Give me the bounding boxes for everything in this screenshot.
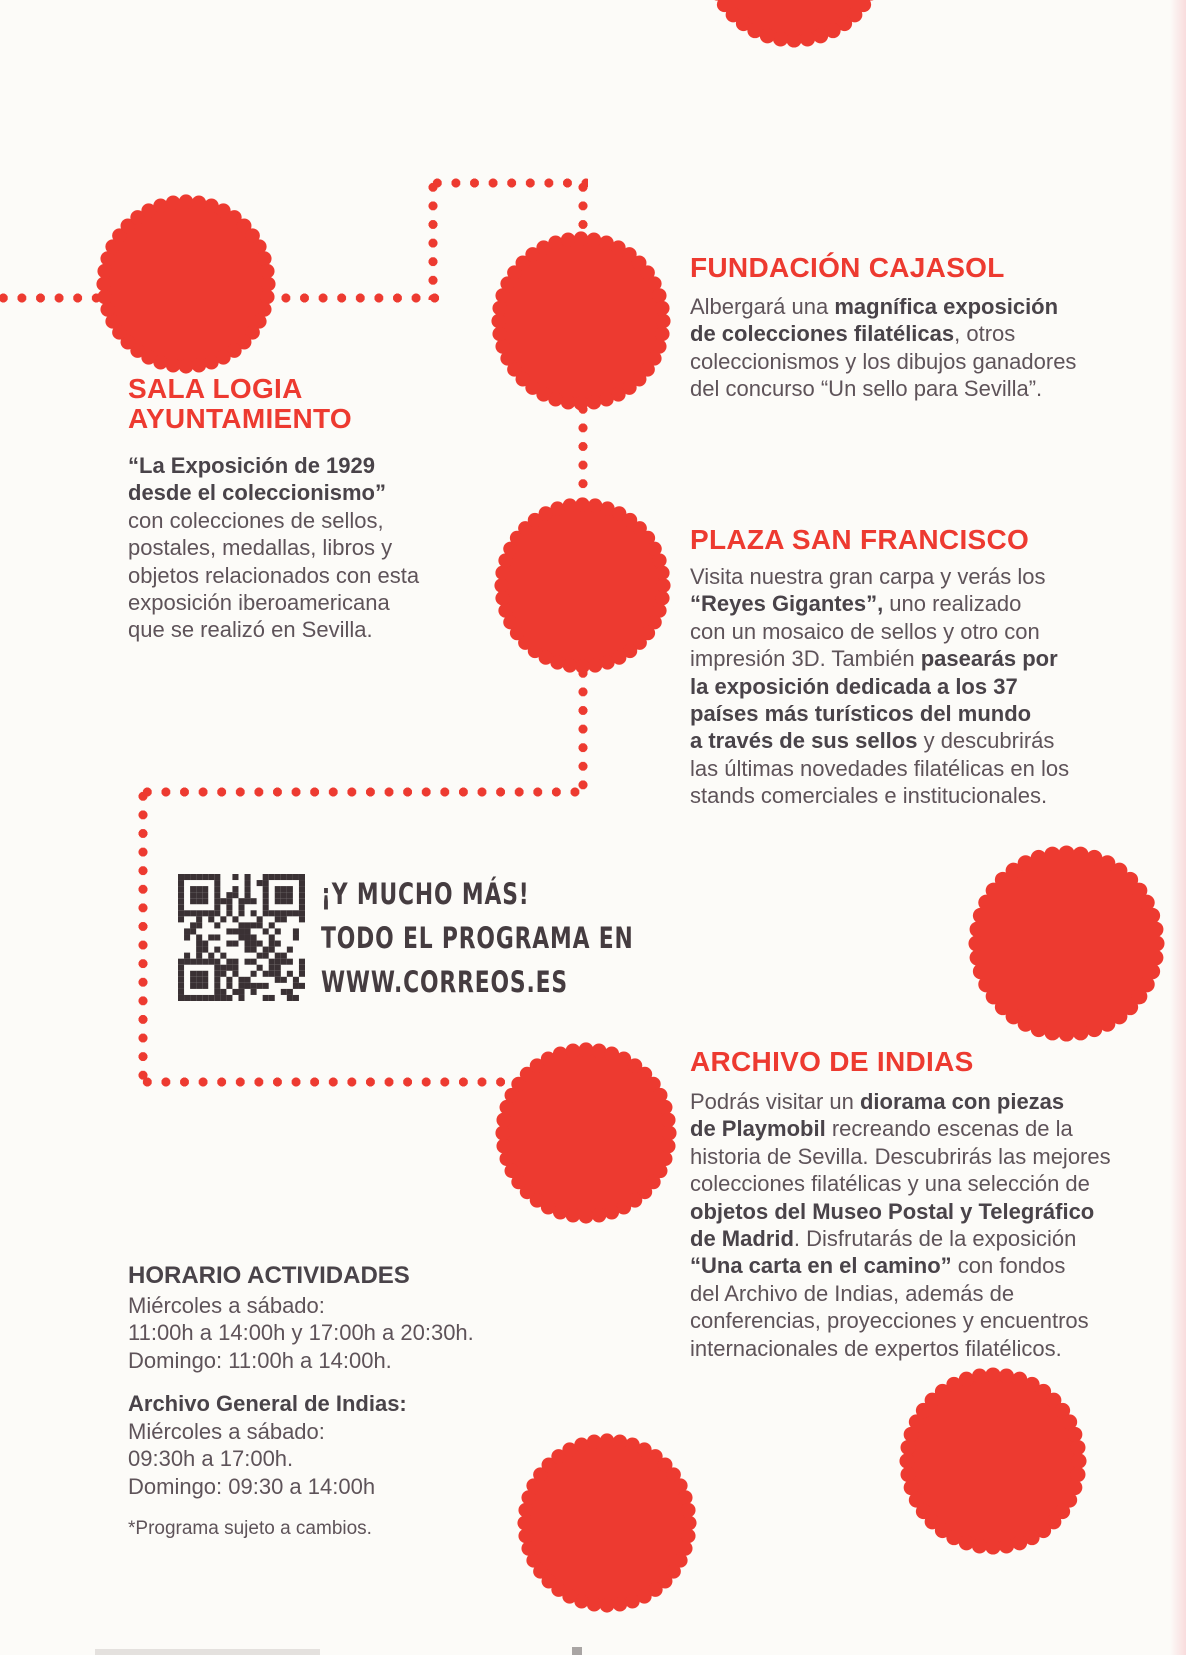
- dotted-path-segment: [428, 178, 588, 188]
- section-body-fundacion-cajasol: Albergará una magnífica exposición de colecciones filatélicas, otros coleccionismos y los dibujos ganadores del concurso “Un sello para Sevilla”.: [690, 294, 1077, 402]
- dotted-path-segment: [138, 787, 148, 1089]
- stamp-seal: [968, 845, 1165, 1042]
- scan-artifact: [572, 1647, 582, 1655]
- section-body-sala-logia: “La Exposición de 1929 desde el coleccionismo” con colecciones de sellos, postales, medallas, libros y objetos relacionados con esta exposición iberoamericana que se realizó en Sevilla.: [128, 453, 420, 643]
- scan-edge-tint: [1170, 0, 1186, 1655]
- horario-grupo2: Miércoles a sábado: 09:30h a 17:00h. Domingo: 09:30 a 14:00h: [128, 1419, 376, 1499]
- dotted-path-segment: [578, 664, 588, 798]
- horario-grupo2-titulo: Archivo General de Indias:: [128, 1391, 407, 1416]
- section-body-plaza-san-francisco: Visita nuestra gran carpa y verás los “Reyes Gigantes”, uno realizado con un mosaico de sellos y otro con impresión 3D. También pasearás por la exposición dedicada a los 37 países más turísticos del mundo a través de sus sellos y descubrirás las últimas novedades filatélicas en los stands comerciales e institucionales.: [690, 564, 1070, 809]
- section-title-archivo-de-indias: ARCHIVO DE INDIAS: [690, 1046, 974, 1077]
- dotted-path-segment: [258, 293, 440, 303]
- stamp-seal: [494, 497, 671, 674]
- stamp-seal: [495, 1042, 677, 1224]
- section-title-fundacion-cajasol: FUNDACIÓN CAJASOL: [690, 252, 1005, 283]
- stamp-seal: [491, 231, 671, 411]
- mas-info-line: TODO EL PROGRAMA EN: [321, 922, 634, 956]
- horario-title: HORARIO ACTIVIDADES: [128, 1262, 410, 1289]
- dotted-path-segment: [428, 178, 438, 300]
- qr-code-icon: [178, 872, 305, 1003]
- dotted-path-segment: [138, 1077, 510, 1087]
- stamp-seal: [517, 1433, 697, 1613]
- section-title-sala-logia: SALA LOGIA AYUNTAMIENTO: [128, 373, 352, 434]
- stamp-seal: [96, 194, 276, 374]
- stamp-seal: [899, 1367, 1087, 1555]
- dotted-path-segment: [138, 787, 588, 797]
- mas-info-line: WWW.CORREOS.ES: [321, 966, 568, 1000]
- horario-grupo1: Miércoles a sábado: 11:00h a 14:00h y 17:00h a 20:30h. Domingo: 11:00h a 14:00h.: [128, 1293, 474, 1373]
- horario-nota: *Programa sujeto a cambios.: [128, 1518, 372, 1539]
- stamp-seal: [700, 0, 888, 48]
- section-title-plaza-san-francisco: PLAZA SAN FRANCISCO: [690, 524, 1030, 555]
- section-body-archivo-de-indias: Podrás visitar un diorama con piezas de Playmobil recreando escenas de la historia de Sevilla. Descubrirás las mejores colecciones filatélicas y una selección de objetos del Museo Postal y Telegráfico de Madrid. Disfrutarás de la exposición “Una carta en el camino” con fondos del Archivo de Indias, además de conferencias, proyecciones y encuentros internacionales de expertos filatélicos.: [690, 1089, 1111, 1361]
- dotted-path-segment: [578, 400, 588, 512]
- scan-artifact: [95, 1649, 320, 1655]
- mas-info-line: ¡Y MUCHO MÁS!: [321, 878, 530, 912]
